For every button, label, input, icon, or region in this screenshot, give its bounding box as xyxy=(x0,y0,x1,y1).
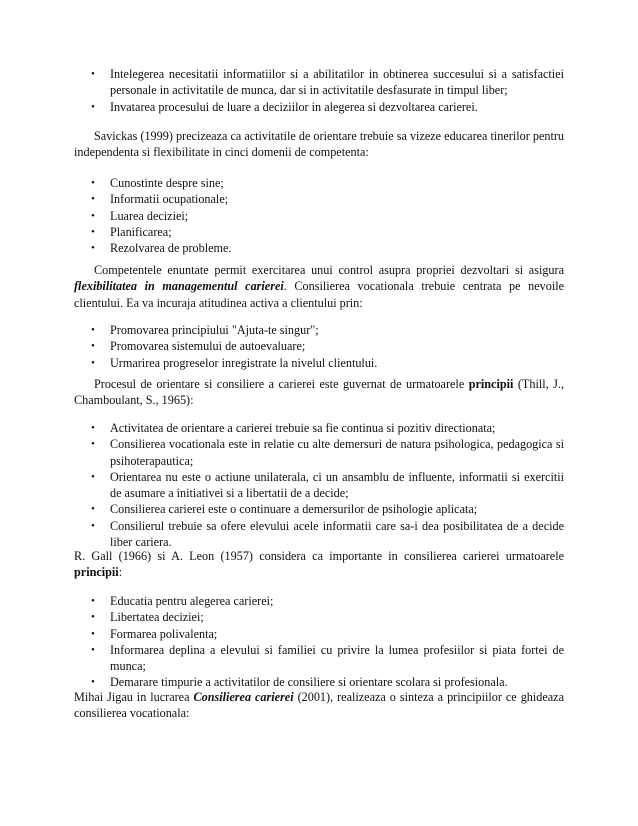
list-item: • Libertatea deciziei; xyxy=(91,610,204,625)
list-item: • Urmarirea progreselor inregistrate la nivelul clientului. xyxy=(91,355,378,370)
bullet-icon: • xyxy=(91,438,95,451)
list-item: • Consilierea carierei este o continuare a demersurilor de psihologie aplicata; xyxy=(91,502,478,517)
bullet-icon: • xyxy=(91,627,95,640)
list-item: • Orientarea nu este o actiune unilaterala, ci un ansamblu de influente, informatii si exercitii de asumare a initiativei si a libertatii de a decide; xyxy=(91,469,564,501)
bullet-icon: • xyxy=(91,356,95,369)
list-item: • Educatia pentru alegerea carierei; xyxy=(91,594,274,608)
bullet-icon: • xyxy=(91,193,95,206)
list-item: • Informarea deplina a elevului si familiei cu privire la lumea profesiilor si piata fortei de munca; xyxy=(91,642,564,674)
list-item: • Consilierea vocationala este in relatie cu alte demersuri de natura psihologica, pedagogica si psihoterapautica; xyxy=(91,437,564,468)
list-item: • Promovarea sistemului de autoevaluare; xyxy=(91,339,306,354)
list-item: • Luarea deciziei; xyxy=(91,208,189,223)
list-item: • Consilierul trebuie sa ofere elevului acele informatii care sa-i dea posibilitatea de a decide liber cariera. xyxy=(91,518,564,550)
paragraph-savickas: Savickas (1999) precizeaza ca activitatile de orientare trebuie sa vizeze educarea tinerilor pentru independenta si flexibilitate in cinci domenii de competenta: xyxy=(74,129,564,160)
bullet-icon: • xyxy=(91,519,95,532)
bullet-icon: • xyxy=(91,242,95,255)
list-item: • Cunostinte despre sine; xyxy=(91,176,224,190)
list-item: • Intelegerea necesitatii informatiilor si a abilitatilor in obtinerea succesului si a satisfactiei personale in activitatile de munca, dar si in activitatile desfasurate in timpul liber; xyxy=(91,67,564,98)
emphasis-principles: principii xyxy=(468,377,514,391)
bullet-list-competence-domains xyxy=(74,175,564,256)
bullet-list-objectives xyxy=(74,66,564,115)
paragraph-gall-leon: R. Gall (1966) si A. Leon (1957) considera ca importante in consilierea carierei urmatoarele principii: xyxy=(74,549,564,580)
bullet-icon: • xyxy=(91,422,95,434)
bullet-list-orientation-principles xyxy=(74,420,564,550)
paragraph-competences: Competentele enuntate permit exercitarea unui control asupra propriei dezvoltari si asigura flexibilitatea in managementul carierei. Consilierea vocationala trebuie centrata pe nevoile clientului. Ea va incuraja atitudinea activa a clientului prin: xyxy=(74,263,564,310)
bullet-icon: • xyxy=(91,503,95,516)
bullet-icon: • xyxy=(91,340,95,353)
bullet-list-counseling-principles xyxy=(74,593,564,691)
emphasis-principles: principii xyxy=(74,565,119,580)
bullet-icon: • xyxy=(91,209,95,222)
list-item: • Formarea polivalenta; xyxy=(91,626,218,641)
list-item: • Planificarea; xyxy=(91,224,172,239)
paragraph-jigau: Mihai Jigau in lucrarea Consilierea carierei (2001), realizeaza o sinteza a principiilor ce ghideaza consilierea vocationala: xyxy=(74,690,564,721)
bullet-icon: • xyxy=(91,643,95,656)
list-item: • Demarare timpurie a activitatilor de consiliere si orientare scolara si profesionala. xyxy=(91,675,508,690)
bullet-icon: • xyxy=(91,225,95,238)
bullet-icon: • xyxy=(91,676,95,689)
bullet-icon: • xyxy=(91,595,95,607)
bullet-icon: • xyxy=(91,470,95,483)
list-item: • Invatarea procesului de luare a deciziilor in alegerea si dezvoltarea carierei. xyxy=(91,99,478,114)
list-item: • Informatii ocupationale; xyxy=(91,192,229,207)
emphasis-career-flexibility: flexibilitatea in managementul carierei xyxy=(74,279,284,294)
bullet-icon: • xyxy=(91,100,95,113)
list-item: • Activitatea de orientare a carierei trebuie sa fie continua si pozitiv directionata; xyxy=(91,421,496,435)
list-item: • Promovarea principiului "Ajuta-te singur"; xyxy=(91,323,319,337)
emphasis-book-title: Consilierea carierei xyxy=(193,690,294,704)
list-item: • Rezolvarea de probleme. xyxy=(91,241,232,256)
bullet-icon: • xyxy=(91,611,95,624)
bullet-icon: • xyxy=(91,324,95,336)
paragraph-principles-thill: Procesul de orientare si consiliere a carierei este guvernat de urmatoarele principii (Thill, J., Chamboulant, S., 1965): xyxy=(74,377,564,408)
bullet-list-client-attitude xyxy=(74,322,564,371)
bullet-icon: • xyxy=(91,68,95,80)
bullet-icon: • xyxy=(91,177,95,189)
